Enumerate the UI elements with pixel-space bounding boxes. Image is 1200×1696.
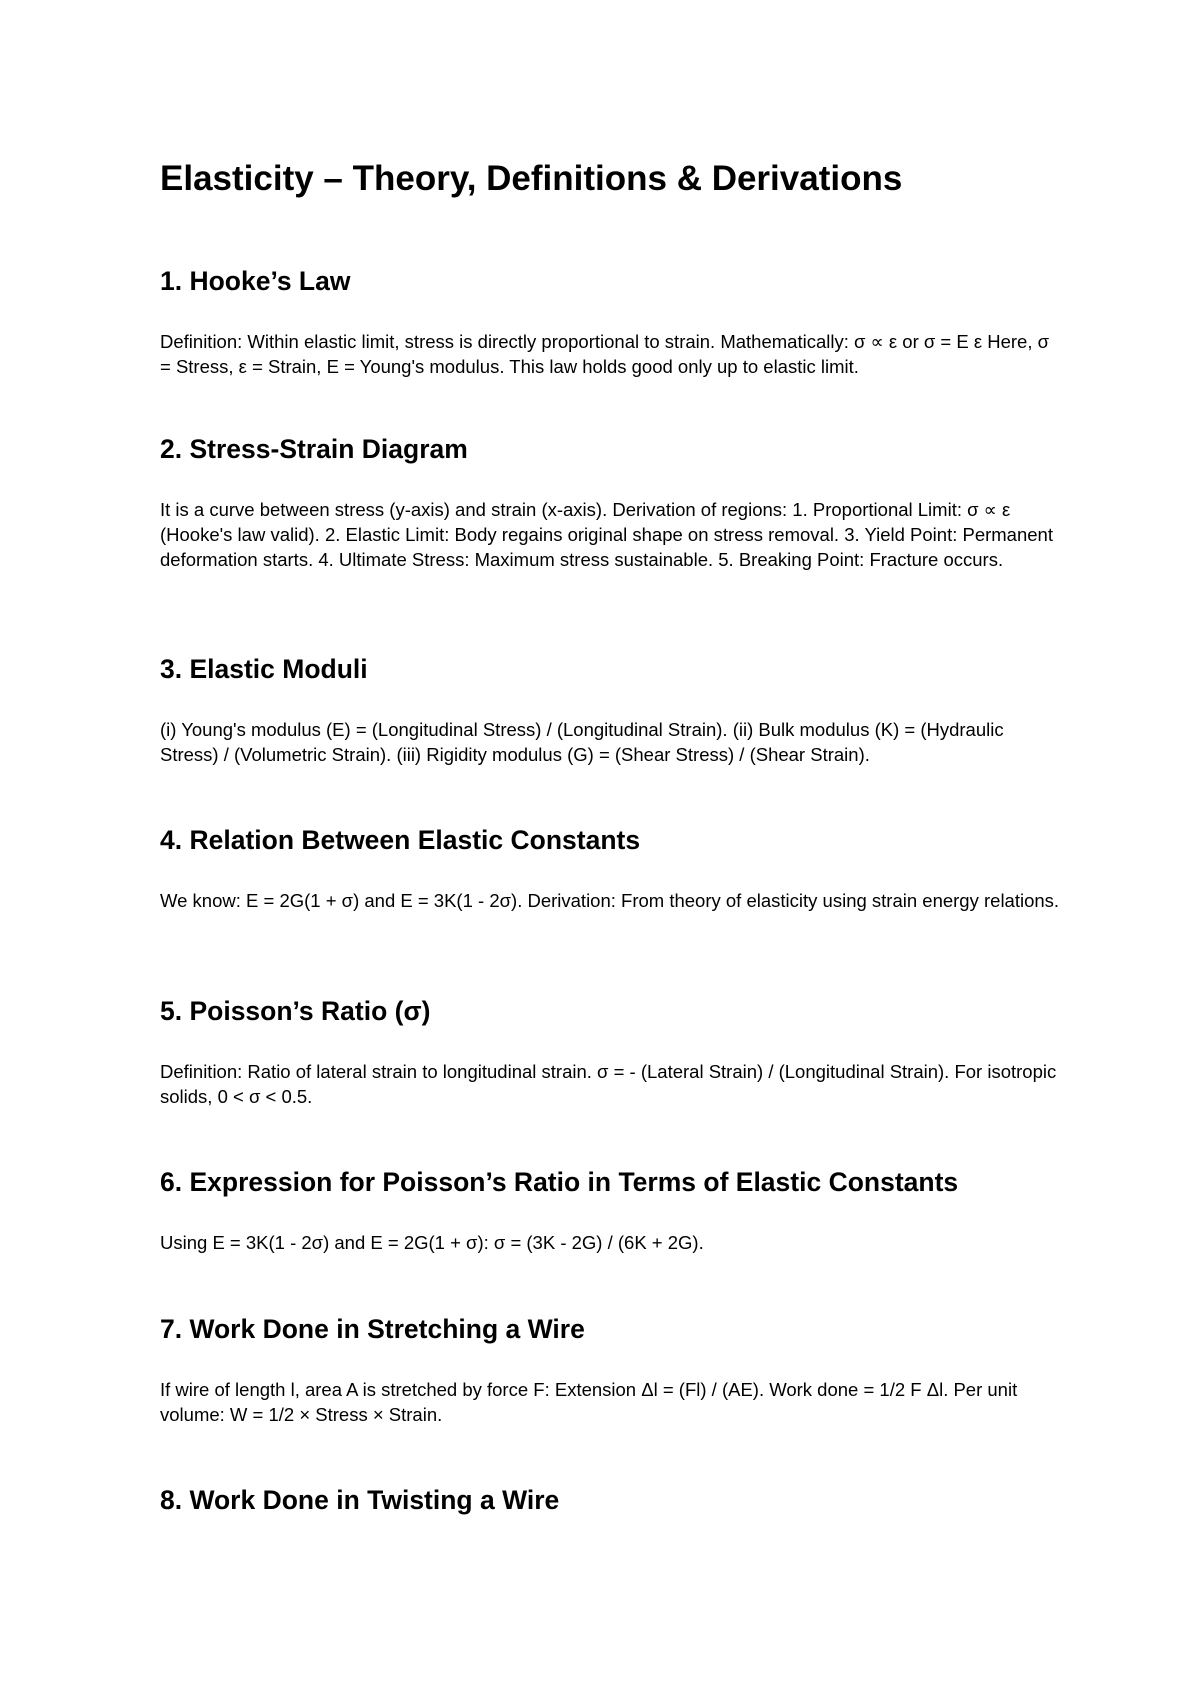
section-elastic-moduli bbox=[160, 653, 1060, 767]
section-poissons-ratio-expression bbox=[160, 1166, 1060, 1255]
section-heading: 8. Work Done in Twisting a Wire bbox=[160, 1485, 560, 1515]
section-hookes-law bbox=[160, 265, 1060, 379]
section-stress-strain-diagram bbox=[160, 433, 1060, 572]
section-heading: 6. Expression for Poisson’s Ratio in Terms of Elastic Constants bbox=[160, 1167, 959, 1197]
document-title: Elasticity – Theory, Definitions & Derivations bbox=[160, 159, 903, 198]
section-relation-elastic-constants bbox=[160, 824, 1060, 913]
section-body: Using E = 3K(1 - 2σ) and E = 2G(1 + σ): σ = (3K - 2G) / (6K + 2G). bbox=[160, 1232, 704, 1253]
section-heading: 4. Relation Between Elastic Constants bbox=[160, 825, 641, 855]
section-body: Definition: Within elastic limit, stress is directly proportional to strain. Mathematically: σ ∝ ε or σ = E ε Here, σ = Stress, ε = Strain, E = Young's modulus. This law holds good only up to elastic limit. bbox=[160, 331, 1050, 377]
section-body: We know: E = 2G(1 + σ) and E = 3K(1 - 2σ). Derivation: From theory of elasticity using strain energy relations. bbox=[160, 890, 1060, 911]
section-heading: 2. Stress-Strain Diagram bbox=[160, 434, 468, 464]
section-body: Definition: Ratio of lateral strain to longitudinal strain. σ = - (Lateral Strain) / (Longitudinal Strain). For isotropic solids, 0 < σ < 0.5. bbox=[160, 1061, 1057, 1107]
section-body: If wire of length l, area A is stretched by force F: Extension Δl = (Fl) / (AE). Work done = 1/2 F Δl. Per unit volume: W = 1/2 × Stress × Strain. bbox=[160, 1379, 1018, 1425]
section-body: (i) Young's modulus (E) = (Longitudinal Stress) / (Longitudinal Strain). (ii) Bulk modulus (K) = (Hydraulic Stress) / (Volumetric Strain). (iii) Rigidity modulus (G) = (Shear Stress) / (Shear Strain). bbox=[160, 719, 1004, 765]
section-heading: 1. Hooke’s Law bbox=[160, 266, 351, 296]
section-heading: 7. Work Done in Stretching a Wire bbox=[160, 1314, 585, 1344]
section-body: It is a curve between stress (y-axis) and strain (x-axis). Derivation of regions: 1. Proportional Limit: σ ∝ ε (Hooke's law valid). 2. Elastic Limit: Body regains original shape on stress removal. 3. Yield Point: Permanent deformation starts. 4. Ultimate Stress: Maximum stress sustainable. 5. Breaking Point: Fracture occurs. bbox=[160, 499, 1053, 570]
section-heading: 5. Poisson’s Ratio (σ) bbox=[160, 996, 431, 1026]
section-heading: 3. Elastic Moduli bbox=[160, 654, 368, 684]
section-poissons-ratio bbox=[160, 995, 1060, 1109]
section-work-twisting bbox=[160, 1484, 1060, 1516]
section-work-stretching bbox=[160, 1313, 1060, 1427]
